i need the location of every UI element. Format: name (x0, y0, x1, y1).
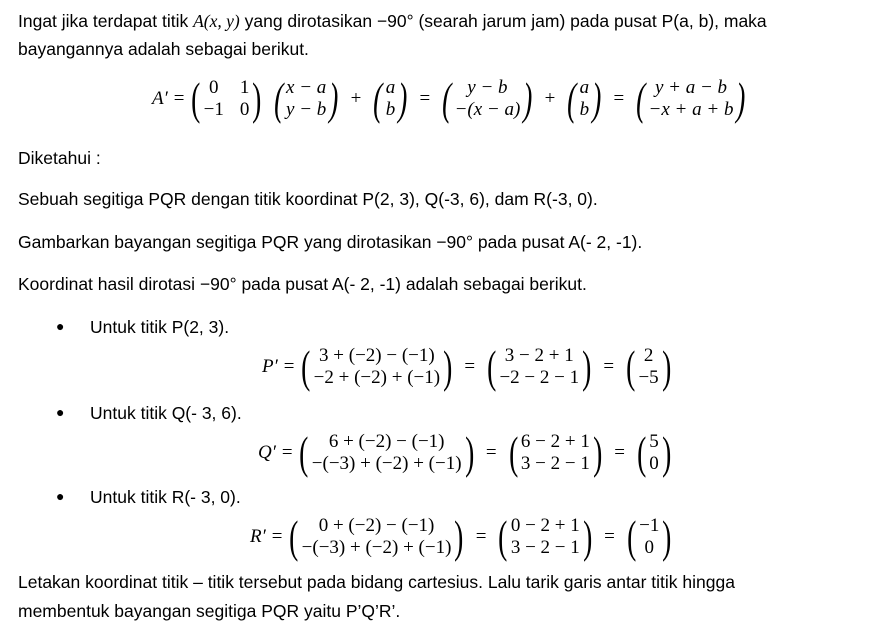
vector-cell: −x + a + b (648, 99, 734, 120)
equation-lhs: R′ = (250, 526, 284, 547)
point-a: A(x, y) (193, 11, 240, 31)
vector-cell: 0 − 2 + 1 (510, 515, 580, 536)
vector-cell: 6 + (−2) − (−1) (328, 431, 445, 452)
vector-ab: ( a b ) (567, 73, 602, 124)
vector-cell: y − b (467, 77, 508, 98)
bullet-p-label: Untuk titik P(2, 3). (90, 317, 230, 337)
vector-cell: 0 (644, 537, 654, 558)
equals-sign: = (419, 88, 431, 109)
equation-p: P′ = ( 3 + (−2) − (−1) −2 + (−2) + (−1) ) = ( 3 − 2 + 1 −2 − 2 − 1 ) = ( 2 −5 ) (262, 341, 671, 392)
matrix-cell: −1 (203, 99, 224, 120)
rotation-formula (152, 73, 752, 124)
vector-cell: 2 (643, 345, 654, 366)
closing-line-1: Letakan koordinat titik – titik tersebut pada bidang cartesius. Lalu tarik garis antar titik hingga (18, 572, 735, 592)
triangle-description: Sebuah segitiga PQR dengan titik koordinat P(2, 3), Q(-3, 6), dam R(-3, 0). (18, 189, 598, 209)
equation-lhs: P′ = (262, 356, 296, 377)
equation-lhs: Q′ = (258, 442, 294, 463)
result-intro: Koordinat hasil dirotasi −90° pada pusat A(- 2, -1) adalah sebagai berikut. (18, 274, 587, 294)
vector-cell: 0 + (−2) − (−1) (318, 515, 435, 536)
vector-cell: −(−3) + (−2) + (−1) (311, 453, 462, 474)
vector-result: ( y + a − b −x + a + b ) (636, 73, 746, 124)
vector-cell: b (385, 99, 396, 120)
vector-cell: 3 + (−2) − (−1) (319, 345, 435, 366)
closing-line-2: membentuk bayangan segitiga PQR yaitu P’Q’R’. (18, 601, 401, 621)
vector-cell: y + a − b (654, 77, 728, 98)
matrix-cell: 0 (239, 99, 250, 120)
equals-sign: = (613, 88, 625, 109)
plus-sign: + (544, 88, 556, 109)
bullet-icon: ● (56, 488, 65, 504)
intro-text-rest: yang dirotasikan −90° (searah jarum jam) pada pusat P(a, b), maka (239, 11, 767, 31)
plus-sign: + (350, 88, 362, 109)
matrix-cell: 0 (209, 77, 219, 98)
vector-cell: −5 (638, 367, 659, 388)
vector-cell: 5 (649, 431, 659, 452)
equation-q: Q′ = ( 6 + (−2) − (−1) −(−3) + (−2) + (−1) ) = ( 6 − 2 + 1 3 − 2 − 1 ) = ( 5 0 ) (258, 427, 671, 478)
vector-cell: −2 − 2 − 1 (499, 367, 580, 388)
bullet-icon: ● (56, 404, 65, 420)
vector-cell: y − b (286, 99, 327, 120)
task-description: Gambarkan bayangan segitiga PQR yang dirotasikan −90° pada pusat A(- 2, -1). (18, 232, 643, 252)
diketahui-label: Diketahui : (18, 148, 101, 168)
vector-cell: b (579, 99, 590, 120)
intro-line-2: bayangannya adalah sebagai berikut. (18, 39, 309, 59)
vector-cell: 6 − 2 + 1 (520, 431, 590, 452)
bullet-q-label: Untuk titik Q(- 3, 6). (90, 403, 242, 423)
vector-xy: ( x − a y − b ) (273, 73, 339, 124)
vector-rotated: ( y − b −(x − a) ) (442, 73, 533, 124)
equation-r: R′ = ( 0 + (−2) − (−1) −(−3) + (−2) + (−1) ) = ( 0 − 2 + 1 3 − 2 − 1 ) = ( −1 0 ) (250, 511, 672, 562)
vector-cell: 3 − 2 − 1 (520, 453, 590, 474)
vector-cell: 3 − 2 + 1 (504, 345, 574, 366)
matrix-cell: 1 (239, 77, 250, 98)
vector-ab: ( a b ) (373, 73, 408, 124)
intro-text: Ingat jika terdapat titik (18, 11, 194, 31)
vector-cell: −1 (639, 515, 660, 536)
vector-cell: a (579, 77, 590, 98)
vector-cell: 0 (649, 453, 659, 474)
vector-cell: 3 − 2 − 1 (510, 537, 580, 558)
vector-cell: −(x − a) (454, 99, 521, 120)
bullet-icon: ● (56, 318, 65, 334)
vector-cell: −(−3) + (−2) + (−1) (301, 537, 452, 558)
vector-cell: −2 + (−2) + (−1) (313, 367, 441, 388)
bullet-r-label: Untuk titik R(- 3, 0). (90, 487, 241, 507)
formula-lhs: A′ = (152, 88, 186, 109)
vector-cell: a (385, 77, 396, 98)
vector-cell: x − a (286, 77, 327, 98)
intro-line-1 (18, 8, 767, 34)
rotation-matrix: ( 0 1 −1 0 ) (191, 73, 262, 124)
